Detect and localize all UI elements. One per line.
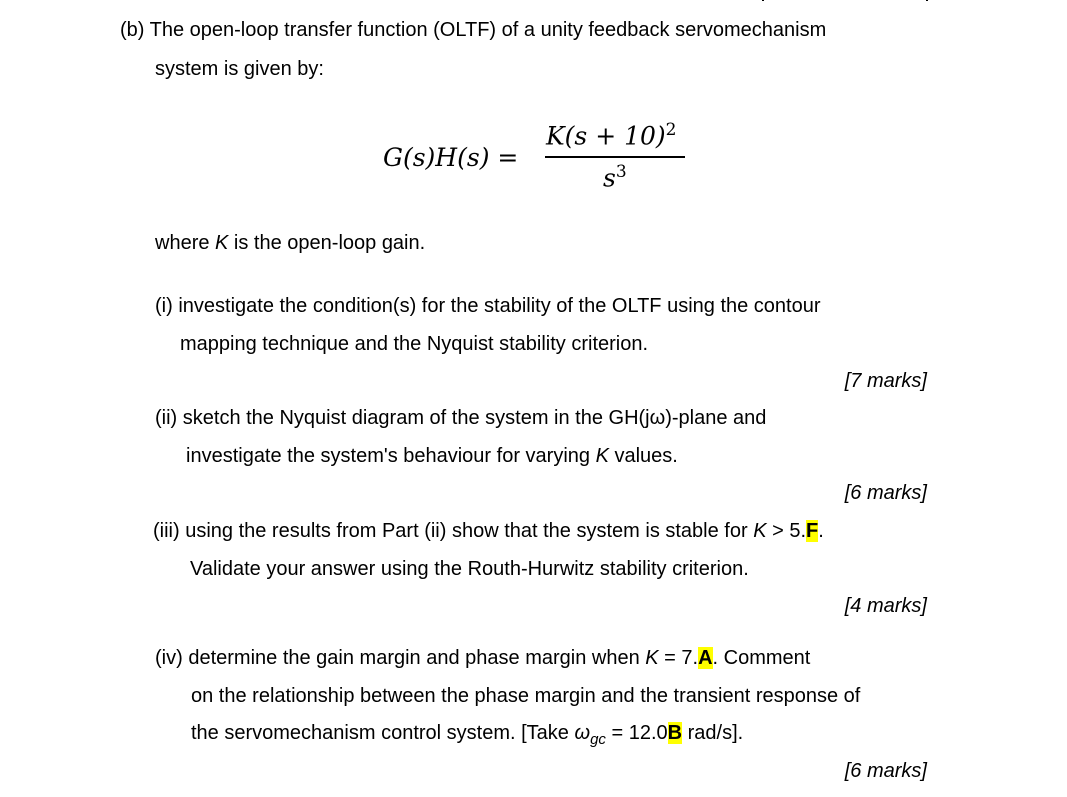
part-iii-var: K: [753, 520, 767, 542]
denominator-main: s: [603, 163, 616, 193]
part-iv-line-1-suffix: . Comment: [712, 647, 811, 669]
equation-numerator: [546, 120, 677, 150]
part-iii-line-2: Validate your answer using the Routh-Hurwitz stability criterion.: [190, 558, 749, 580]
part-iii-marks: [4 marks]: [844, 595, 927, 617]
part-iv-line-1-prefix: (iv) determine the gain margin and phase margin when: [155, 647, 646, 669]
omega-subscript: gc: [590, 731, 606, 748]
part-iv-line-3: [191, 721, 743, 752]
where-prefix: where: [155, 232, 216, 254]
part-iii-line-1-suffix: .: [818, 520, 824, 542]
part-iv-highlight-a: A: [698, 647, 713, 669]
part-iv-line-1-mid: = 7.: [658, 647, 699, 669]
omega-symbol: ω: [574, 722, 591, 744]
part-ii-var: K: [595, 445, 609, 467]
where-suffix: is the open-loop gain.: [228, 232, 426, 254]
part-i-marks: [7 marks]: [844, 370, 927, 392]
part-iv-line-2: on the relationship between the phase margin and the transient response of: [191, 685, 861, 707]
part-iii-line-1-prefix: (iii) using the results from Part (ii) show that the system is stable for: [153, 520, 754, 542]
part-iv-var: K: [645, 647, 659, 669]
equation-denominator: [603, 162, 627, 192]
part-i-line-1: (i) investigate the condition(s) for the stability of the OLTF using the contour: [155, 295, 821, 317]
part-iv-line-3-prefix: the servomechanism control system. [Take: [191, 722, 575, 744]
part-iv-line-1: [155, 646, 810, 670]
part-iv-line-3-suffix: rad/s].: [682, 722, 744, 744]
part-b-line-2: system is given by:: [155, 58, 324, 80]
part-iv-marks: [6 marks]: [844, 760, 927, 782]
numerator-exponent: 2: [665, 120, 677, 140]
part-ii-line-2-prefix: investigate the system's behaviour for varying: [186, 445, 596, 467]
part-iv-line-3-mid: = 12.0: [605, 722, 668, 744]
part-ii-marks: [6 marks]: [844, 482, 927, 504]
part-ii-line-2-suffix: values.: [608, 445, 678, 467]
top-bracket-fragment: [760, 0, 930, 1]
part-iii-line-1: [153, 519, 824, 543]
part-ii-line-2: [186, 444, 678, 468]
part-ii-line-1: (ii) sketch the Nyquist diagram of the system in the GH(jω)-plane and: [155, 407, 767, 429]
part-b-line-1: (b) The open-loop transfer function (OLTF) of a unity feedback servomechanism: [120, 19, 827, 41]
part-iii-line-1-mid: > 5.: [766, 520, 807, 542]
part-iv-highlight-b: B: [667, 722, 683, 744]
fraction-bar: [545, 156, 685, 158]
denominator-exponent: 3: [615, 162, 627, 182]
where-var: K: [215, 232, 229, 254]
where-line: [155, 231, 425, 255]
equation-lhs: G(s)H(s) =: [383, 143, 519, 172]
part-i-line-2: mapping technique and the Nyquist stability criterion.: [180, 333, 649, 355]
part-iii-highlight: F: [806, 520, 819, 542]
numerator-main: K(s + 10): [546, 121, 666, 151]
